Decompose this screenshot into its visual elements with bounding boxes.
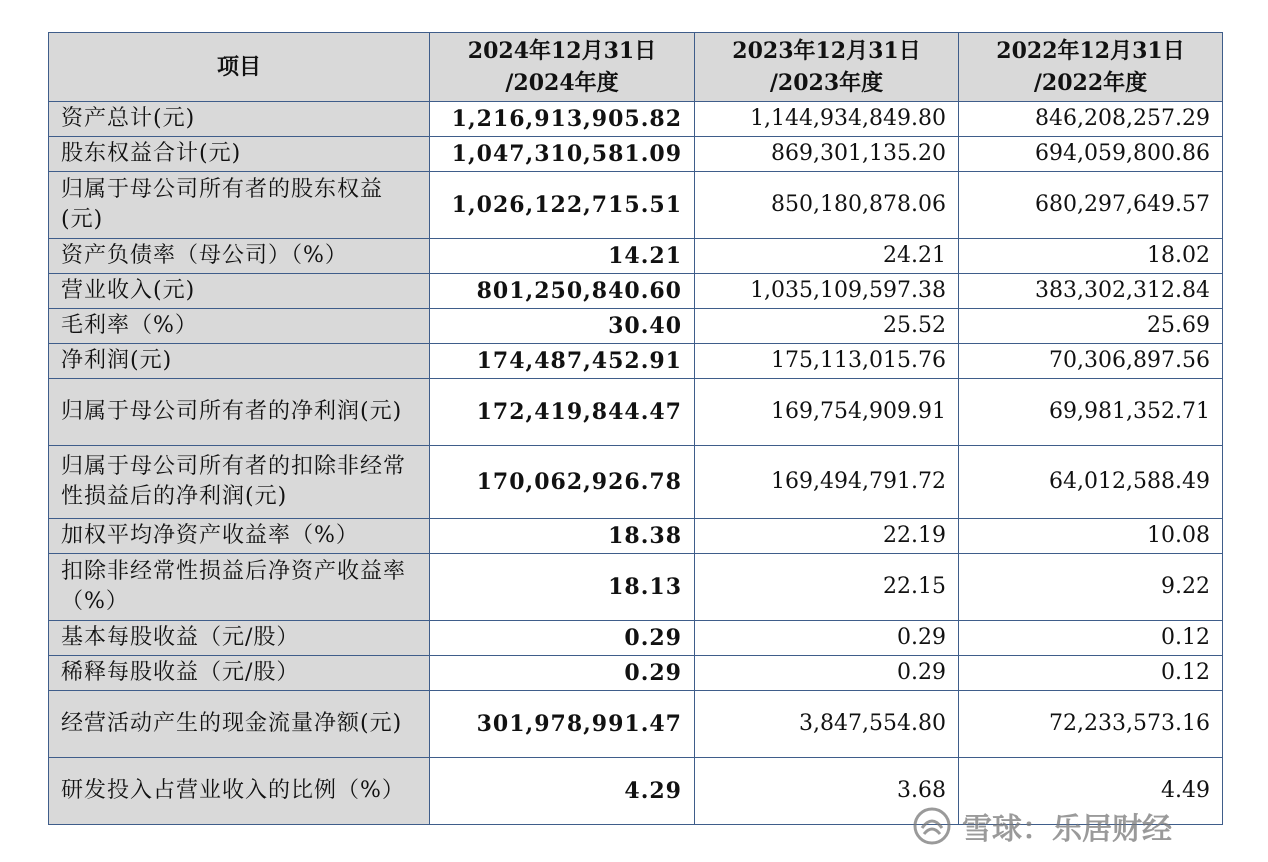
value-2022: 680,297,649.57	[959, 172, 1223, 239]
value-2024: 4.29	[430, 758, 695, 825]
watermark	[912, 800, 1242, 852]
value-2024: 172,419,844.47	[430, 379, 695, 446]
watermark-text: 雪球：乐居财经	[962, 812, 1172, 847]
table-row	[49, 691, 1223, 758]
value-2023: 1,144,934,849.80	[695, 102, 959, 137]
value-2023: 0.29	[695, 656, 959, 691]
table-row	[49, 309, 1223, 344]
row-label: 毛利率（%）	[49, 309, 430, 344]
table-row	[49, 656, 1223, 691]
row-label: 净利润(元)	[49, 344, 430, 379]
value-2023: 169,494,791.72	[695, 446, 959, 519]
value-2022: 383,302,312.84	[959, 274, 1223, 309]
value-2024: 1,026,122,715.51	[430, 172, 695, 239]
value-2022: 10.08	[959, 519, 1223, 554]
financial-data-table	[48, 32, 1223, 825]
value-2022: 846,208,257.29	[959, 102, 1223, 137]
row-label: 股东权益合计(元)	[49, 137, 430, 172]
header-2024-year: /2024年度	[505, 70, 619, 96]
header-2022	[959, 33, 1223, 102]
table-row	[49, 519, 1223, 554]
row-label: 经营活动产生的现金流量净额(元)	[49, 691, 430, 758]
value-2023: 175,113,015.76	[695, 344, 959, 379]
row-label: 归属于母公司所有者的净利润(元)	[49, 379, 430, 446]
header-2024	[430, 33, 695, 102]
header-2022-year: /2022年度	[1033, 70, 1148, 96]
value-2022: 70,306,897.56	[959, 344, 1223, 379]
value-2024: 174,487,452.91	[430, 344, 695, 379]
header-2023	[695, 33, 959, 102]
row-label: 扣除非经常性损益后净资产收益率（%）	[49, 554, 430, 621]
header-row	[49, 33, 1223, 102]
row-label: 加权平均净资产收益率（%）	[49, 519, 430, 554]
row-label: 归属于母公司所有者的扣除非经常性损益后的净利润(元)	[49, 446, 430, 519]
value-2022: 694,059,800.86	[959, 137, 1223, 172]
header-2023-date: 2023年12月31日	[732, 38, 921, 64]
value-2024: 301,978,991.47	[430, 691, 695, 758]
value-2022: 25.69	[959, 309, 1223, 344]
value-2023: 25.52	[695, 309, 959, 344]
value-2022: 64,012,588.49	[959, 446, 1223, 519]
table-row	[49, 137, 1223, 172]
value-2023: 22.19	[695, 519, 959, 554]
header-2023-year: /2023年度	[769, 70, 884, 96]
value-2024: 1,216,913,905.82	[430, 102, 695, 137]
value-2023: 22.15	[695, 554, 959, 621]
table-row	[49, 274, 1223, 309]
table-row	[49, 554, 1223, 621]
table-row	[49, 239, 1223, 274]
value-2022: 0.12	[959, 656, 1223, 691]
value-2023: 3,847,554.80	[695, 691, 959, 758]
value-2023: 3.68	[695, 758, 959, 825]
header-item: 项目	[49, 33, 430, 102]
value-2024: 0.29	[430, 656, 695, 691]
row-label: 营业收入(元)	[49, 274, 430, 309]
value-2024: 0.29	[430, 621, 695, 656]
value-2023: 1,035,109,597.38	[695, 274, 959, 309]
value-2024: 170,062,926.78	[430, 446, 695, 519]
row-label: 资产总计(元)	[49, 102, 430, 137]
header-2024-date: 2024年12月31日	[467, 38, 657, 64]
table-row	[49, 379, 1223, 446]
row-label: 研发投入占营业收入的比例（%）	[49, 758, 430, 825]
table-row	[49, 446, 1223, 519]
financial-table-container	[48, 32, 1222, 825]
row-label: 资产负债率（母公司）（%）	[49, 239, 430, 274]
row-label: 稀释每股收益（元/股）	[49, 656, 430, 691]
header-2022-date: 2022年12月31日	[996, 38, 1185, 64]
value-2023: 24.21	[695, 239, 959, 274]
value-2024: 14.21	[430, 239, 695, 274]
value-2024: 18.13	[430, 554, 695, 621]
value-2023: 869,301,135.20	[695, 137, 959, 172]
table-row	[49, 102, 1223, 137]
value-2022: 69,981,352.71	[959, 379, 1223, 446]
value-2022: 9.22	[959, 554, 1223, 621]
value-2024: 30.40	[430, 309, 695, 344]
table-row	[49, 172, 1223, 239]
snowball-logo-icon	[912, 806, 952, 846]
value-2022: 18.02	[959, 239, 1223, 274]
value-2024: 801,250,840.60	[430, 274, 695, 309]
table-row	[49, 344, 1223, 379]
value-2023: 169,754,909.91	[695, 379, 959, 446]
row-label: 基本每股收益（元/股）	[49, 621, 430, 656]
row-label: 归属于母公司所有者的股东权益(元)	[49, 172, 430, 239]
value-2024: 1,047,310,581.09	[430, 137, 695, 172]
table-row	[49, 621, 1223, 656]
value-2024: 18.38	[430, 519, 695, 554]
value-2022: 0.12	[959, 621, 1223, 656]
value-2023: 0.29	[695, 621, 959, 656]
value-2022: 4.49	[959, 758, 1223, 825]
value-2023: 850,180,878.06	[695, 172, 959, 239]
value-2022: 72,233,573.16	[959, 691, 1223, 758]
